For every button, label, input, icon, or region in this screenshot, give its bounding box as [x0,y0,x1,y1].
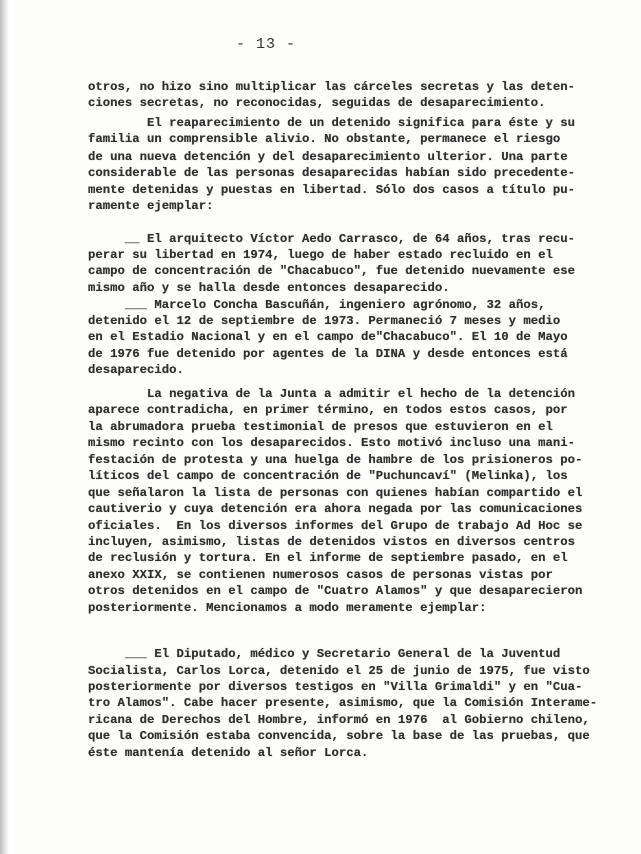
text-line: Socialista, Carlos Lorca, detenido el 25 de junio de 1975, fue visto [88,664,590,678]
scan-edge [0,0,9,854]
text-line: considerable de las personas desaparecidas habían sido precedente- [88,166,576,180]
text-line: cautiverio y cuya detención era ahora negada por las comunicaciones [88,502,583,516]
text-line: aparece contradicha, en primer término, en todos estos casos, por [88,403,568,417]
text-line: de una nueva detención y del desaparecimiento ulterior. Una parte [88,150,568,164]
text-line: anexo XXIX, se contienen numerosos casos de personas vistas por [88,568,553,582]
text-line: familia un comprensible alivio. No obstante, permanece el riesgo [88,132,561,146]
text-line: líticos del campo de concentración de "Puchuncaví" (Melinka), los [88,469,568,483]
text-line: que señalaron la lista de personas con quienes habían compartido el [88,486,583,500]
text-line: campo de concentración de "Chacabuco", fue detenido nuevamente ese [88,264,576,278]
text-line: perar su libertad en 1974, luego de haber estado recluido en el [88,248,553,262]
text-line: El reaparecimiento de un detenido significa para éste y su [88,116,576,130]
text-line: posteriormente. Mencionamos a modo meramente ejemplar: [88,601,487,615]
text-line: ramente ejemplar: [88,199,214,213]
text-line: en el Estadio Nacional y en el campo de"Chacabuco". El 10 de Mayo [88,330,568,344]
text-line: ___ El Diputado, médico y Secretario General de la Juventud [88,647,561,661]
text-line: la abrumadora prueba testimonial de presos que estuvieron en el [88,420,553,434]
text-line: que la Comisión estaba convencida, sobre la base de las pruebas, que [88,729,590,743]
text-line: otros, no hizo sino multiplicar las cárceles secretas y las deten- [88,80,576,94]
text-line: oficiales. En los diversos informes del Grupo de trabajo Ad Hoc se [88,519,583,533]
text-line: ricana de Derechos del Hombre, informó en 1976 al Gobierno chileno, [88,713,590,727]
text-line: __ El arquitecto Víctor Aedo Carrasco, de 64 años, tras recu- [88,232,576,246]
text-line: posteriormente por diversos testigos en "Villa Grimaldi" y en "Cua- [88,680,583,694]
text-line: La negativa de la Junta a admitir el hecho de la detención [88,387,576,401]
text-line: festación de protesta y una huelga de hambre de los prisioneros po- [88,453,583,467]
text-line: desaparecido. [88,363,184,377]
text-line: éste mantenía detenido al señor Lorca. [88,746,369,760]
text-line: de reclusión y tortura. En el informe de septiembre pasado, en el [88,551,568,565]
text-line: ciones secretas, no reconocidas, seguidas de desaparecimiento. [88,96,546,110]
text-line: mismo año y se halla desde entonces desaparecido. [88,281,450,295]
text-line: detenido el 12 de septiembre de 1973. Permaneció 7 meses y medio [88,314,561,328]
text-line: de 1976 fue detenido por agentes de la DINA y desde entonces está [88,347,568,361]
text-line: incluyen, asimismo, listas de detenidos vistos en diversos centros [88,535,576,549]
text-line: otros detenidos en el campo de "Cuatro Alamos" y que desaparecieron [88,584,583,598]
text-line: tro Alamos". Cabe hacer presente, asimismo, que la Comisión Interame- [88,696,598,710]
page-number: - 13 - [236,36,297,53]
text-line: ___ Marcelo Concha Bascuñán, ingeniero agrónomo, 32 años, [88,298,546,312]
text-line: mismo recinto con los desaparecidos. Esto motivó incluso una mani- [88,436,576,450]
text-line: mente detenidas y puestas en libertad. Sólo dos casos a título pu- [88,183,576,197]
